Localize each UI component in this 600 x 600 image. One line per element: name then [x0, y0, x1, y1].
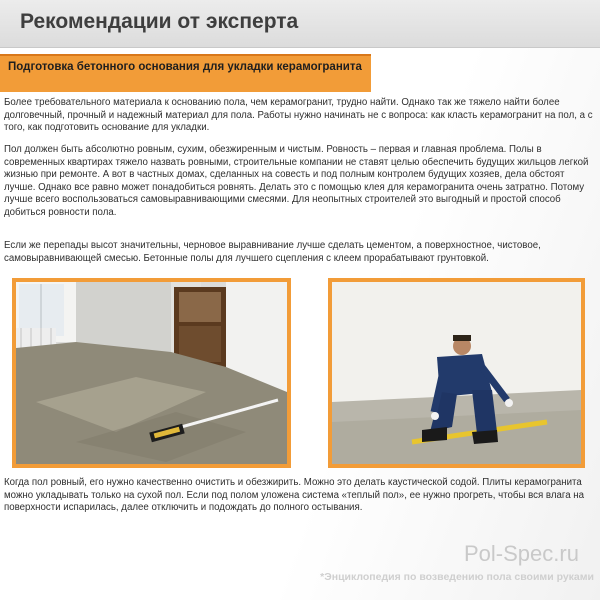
brand-watermark: Pol-Spec.ru [464, 541, 579, 566]
room-floor-screed-illustration [16, 282, 287, 464]
header-bar [0, 0, 600, 48]
worker-leveling-floor-photo [328, 278, 585, 468]
paragraph-intro: Более требовательного материала к основанию пола, чем керамогранит, трудно найти. Однако так же тяжело найти более долговечный, прочный и надежный материал для пола. Работы нужно начинать не с вопроса: как класть керамогранит на пол, а с того, как подготовить основание для укладки. [4, 97, 593, 134]
worker-leveling-floor-illustration [332, 282, 581, 464]
room-floor-screed-photo [12, 278, 291, 468]
page-title: Рекомендации от эксперта [20, 10, 299, 33]
paragraph-cleaning: Когда пол ровный, его нужно качественно очистить и обезжирить. Можно это делать каустической содой. Плиты керамогранита можно укладывать только на сухой пол. Если под полом уложена система «теплый пол», ее нужно прогреть, чтобы вся влага на поверхности испарилась, далее отключить и подождать до полного остывания. [4, 477, 585, 514]
paragraph-height-differences: Если же перепады высот значительны, черновое выравнивание лучше сделать цементом, а поверхностное, чистовое, самовыравнивающей смесью. Бетонные полы для лучшего сцепления с клеем прорабатывают грунтовкой. [4, 240, 541, 264]
section-title: Подготовка бетонного основания для укладки керамогранита [0, 54, 371, 92]
paragraph-flatness: Пол должен быть абсолютно ровным, сухим, обезжиренным и чистым. Ровность – первая и главная проблема. Полы в современных квартирах тяжело назвать ровными, строительные компании не ставят целью обеспечить будущих жильцов легкой жизнью при ремонте. А вот в частных домах, сделанных на совесть и под полным контролем будущих хозяев, дела обстоят лучше. Однако все равно может понадобиться ровнять. Делать это с помощью клея для керамогранита очень затратно. Потому лучше всего воспользоваться самовыравнивающими смесями. Для неопытных строителей это выгодный и простой способ добиться ровности пола. [4, 144, 589, 218]
footer-note: *Энциклопедия по возведению пола своими руками [320, 571, 594, 583]
